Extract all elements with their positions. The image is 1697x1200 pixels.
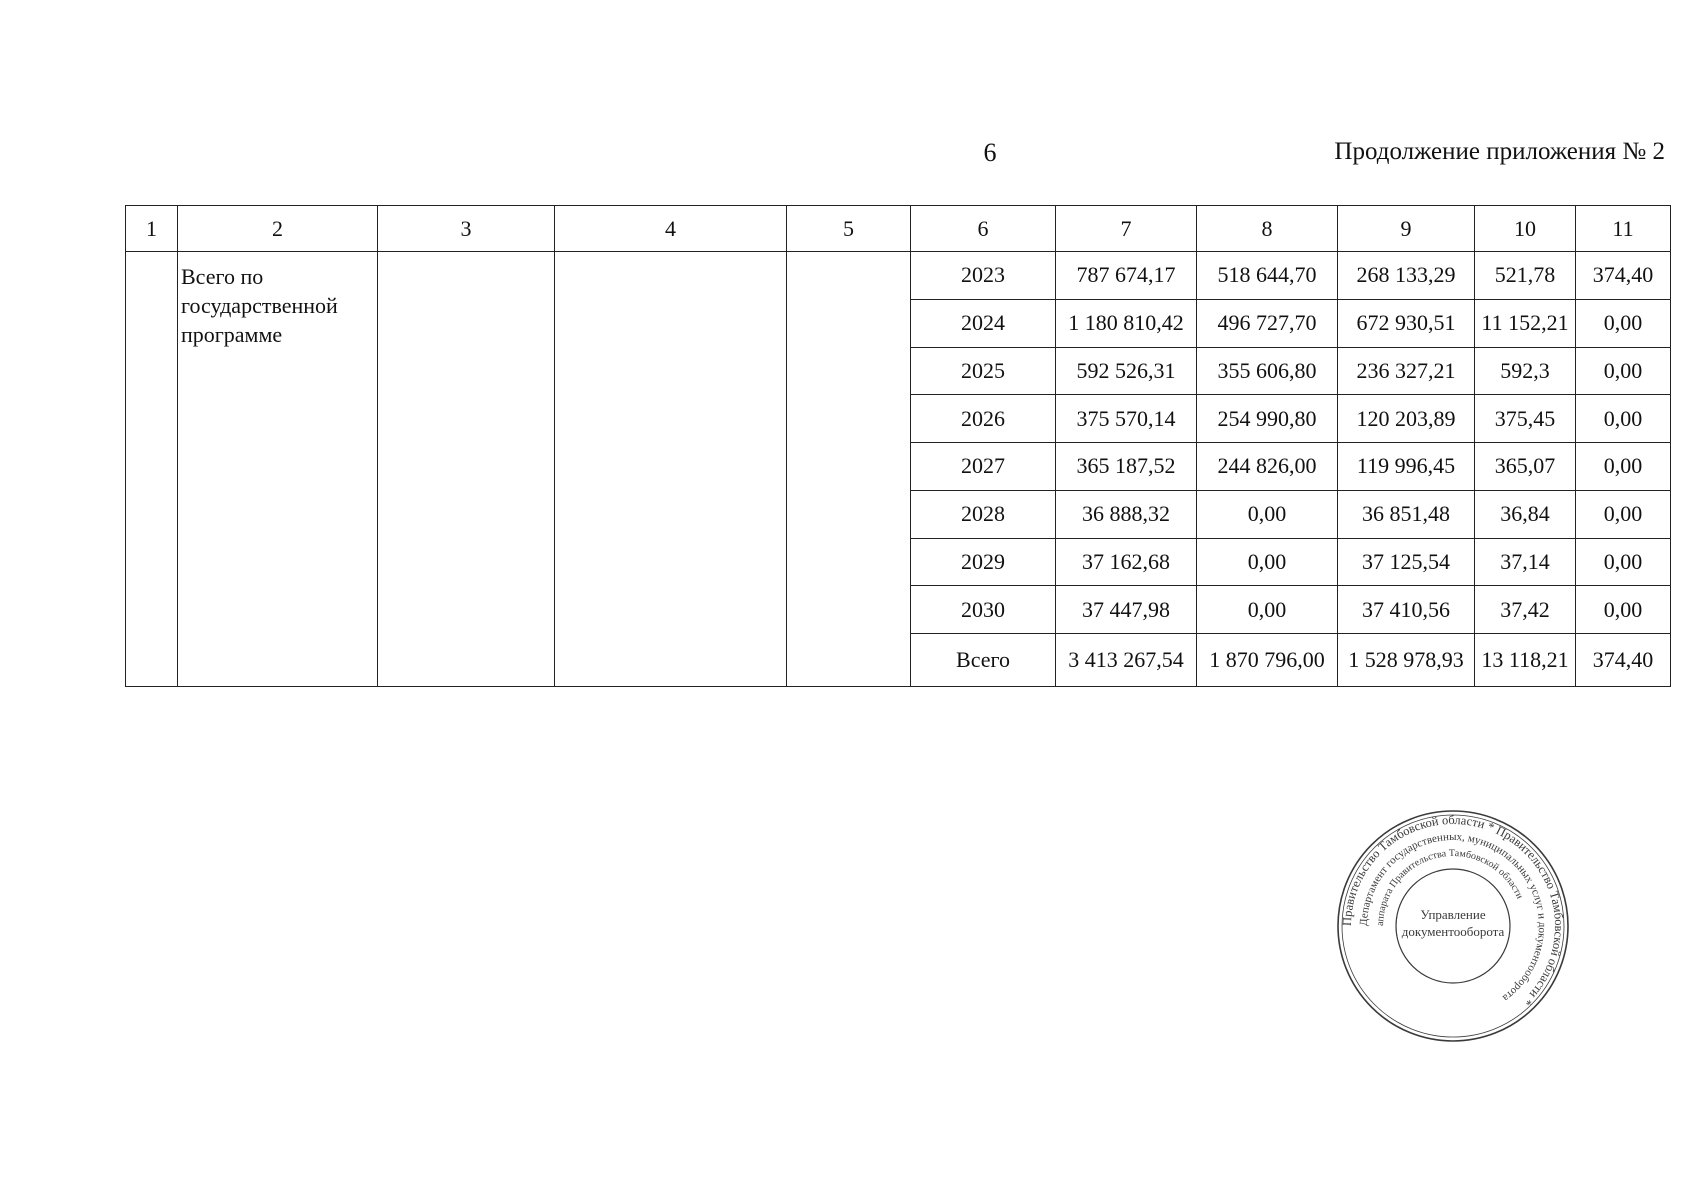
cell-value: 374,40 <box>1576 252 1671 300</box>
cell-value: 268 133,29 <box>1338 252 1475 300</box>
seal-center-line-1: Управление <box>1420 907 1486 922</box>
cell-value: 37 162,68 <box>1056 538 1197 586</box>
cell-year: 2025 <box>911 347 1056 395</box>
seal-center-text <box>1335 906 1571 940</box>
cell-year: 2030 <box>911 586 1056 634</box>
cell-value: 120 203,89 <box>1338 395 1475 443</box>
cell-value: 36 888,32 <box>1056 490 1197 538</box>
cell-total-value: 3 413 267,54 <box>1056 634 1197 687</box>
table-header-row <box>126 206 1671 252</box>
cell-value: 365,07 <box>1475 443 1576 491</box>
appendix-continuation-label: Продолжение приложения № 2 <box>1334 138 1665 165</box>
cell-value: 0,00 <box>1576 299 1671 347</box>
seal-middle-text: Департамент государственных, муниципальных услуг и документооборота <box>1357 830 1549 1004</box>
column-header: 1 <box>126 206 178 252</box>
cell-year: 2029 <box>911 538 1056 586</box>
cell-column-5 <box>787 252 911 687</box>
column-header: 10 <box>1475 206 1576 252</box>
cell-value: 355 606,80 <box>1197 347 1338 395</box>
cell-row-number <box>126 252 178 687</box>
cell-value: 0,00 <box>1197 538 1338 586</box>
cell-value: 521,78 <box>1475 252 1576 300</box>
cell-year: 2023 <box>911 252 1056 300</box>
cell-value: 36 851,48 <box>1338 490 1475 538</box>
cell-value: 0,00 <box>1197 586 1338 634</box>
cell-description: Всего по государственной программе <box>178 252 378 687</box>
column-header: 3 <box>378 206 555 252</box>
table-row <box>126 252 1671 300</box>
cell-value: 236 327,21 <box>1338 347 1475 395</box>
cell-value: 375 570,14 <box>1056 395 1197 443</box>
cell-total-value: 1 528 978,93 <box>1338 634 1475 687</box>
cell-value: 11 152,21 <box>1475 299 1576 347</box>
cell-value: 496 727,70 <box>1197 299 1338 347</box>
column-header: 6 <box>911 206 1056 252</box>
column-header: 2 <box>178 206 378 252</box>
cell-value: 592,3 <box>1475 347 1576 395</box>
cell-value: 244 826,00 <box>1197 443 1338 491</box>
seal-center-line-2: документооборота <box>1401 924 1505 939</box>
cell-total-value: 1 870 796,00 <box>1197 634 1338 687</box>
seal-inner-text: аппарата Правительства Тамбовской области <box>1374 847 1526 927</box>
budget-table <box>125 205 1671 687</box>
cell-value: 0,00 <box>1576 490 1671 538</box>
cell-value: 0,00 <box>1576 347 1671 395</box>
cell-value: 119 996,45 <box>1338 443 1475 491</box>
cell-value: 37,14 <box>1475 538 1576 586</box>
cell-value: 375,45 <box>1475 395 1576 443</box>
seal-outer-text: Правительство Тамбовской области * Правительство Тамбовской области * <box>1339 812 1567 1009</box>
cell-year: 2024 <box>911 299 1056 347</box>
column-header: 11 <box>1576 206 1671 252</box>
column-header: 7 <box>1056 206 1197 252</box>
cell-value: 0,00 <box>1576 443 1671 491</box>
column-header: 8 <box>1197 206 1338 252</box>
cell-value: 37 125,54 <box>1338 538 1475 586</box>
cell-value: 37,42 <box>1475 586 1576 634</box>
cell-total-value: 13 118,21 <box>1475 634 1576 687</box>
cell-column-3 <box>378 252 555 687</box>
cell-value: 36,84 <box>1475 490 1576 538</box>
cell-value: 0,00 <box>1576 586 1671 634</box>
cell-value: 1 180 810,42 <box>1056 299 1197 347</box>
cell-value: 254 990,80 <box>1197 395 1338 443</box>
cell-value: 518 644,70 <box>1197 252 1338 300</box>
cell-year: 2027 <box>911 443 1056 491</box>
cell-value: 0,00 <box>1197 490 1338 538</box>
cell-column-4 <box>555 252 787 687</box>
cell-value: 37 447,98 <box>1056 586 1197 634</box>
cell-value: 787 674,17 <box>1056 252 1197 300</box>
cell-value: 0,00 <box>1576 395 1671 443</box>
cell-value: 592 526,31 <box>1056 347 1197 395</box>
column-header: 5 <box>787 206 911 252</box>
column-header: 9 <box>1338 206 1475 252</box>
cell-value: 672 930,51 <box>1338 299 1475 347</box>
cell-total-label: Всего <box>911 634 1056 687</box>
cell-year: 2028 <box>911 490 1056 538</box>
cell-value: 365 187,52 <box>1056 443 1197 491</box>
column-header: 4 <box>555 206 787 252</box>
cell-total-value: 374,40 <box>1576 634 1671 687</box>
page-number: 6 <box>983 138 997 167</box>
cell-value: 37 410,56 <box>1338 586 1475 634</box>
cell-value: 0,00 <box>1576 538 1671 586</box>
cell-year: 2026 <box>911 395 1056 443</box>
